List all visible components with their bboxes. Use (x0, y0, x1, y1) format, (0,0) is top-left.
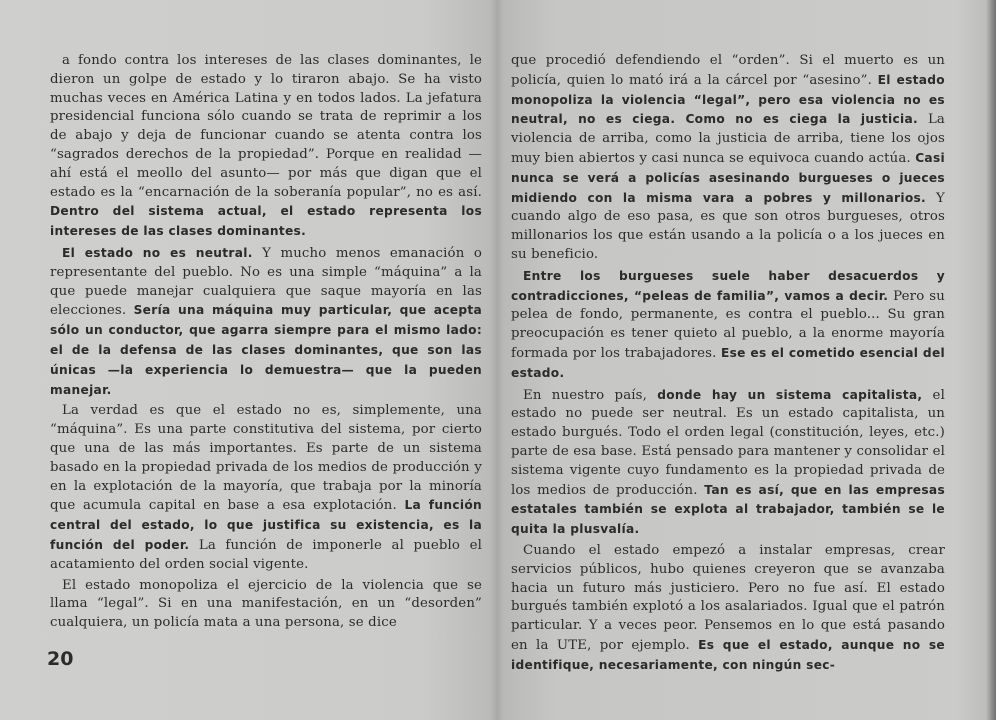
paragraph (511, 386, 945, 540)
paragraph (511, 52, 945, 265)
bold-text: La función central del estado, lo que justifica su existencia, es la función del poder. (50, 498, 483, 552)
bold-text: Tan es así, que en las empresas estatales también se explota al trabajador, también se le quita la plusvalía. (511, 482, 946, 537)
body-text: Pero su pelea de fondo, permanente, es contra el pueblo... Su gran preocupación es tener quieto al pueblo, a la enorme mayoría formada por los trabajadores. (511, 288, 945, 361)
body-text: Y mucho menos emanación o representante del pueblo. No es una simple “máquina” a la que puede manejar cualquiera que saque mayoría en las elecciones. (50, 245, 483, 319)
paragraph (50, 52, 482, 242)
paragraph (50, 244, 482, 400)
bold-text: Casi nunca se verá a policías asesinando burgueses o jueces midiendo con la misma vara a pobres y millonarios. (511, 150, 945, 205)
body-text: En nuestro país, (523, 387, 658, 403)
body-text: el estado no puede ser neutral. Es un estado capitalista, un estado burgués. Todo el orden legal (constitución, leyes, etc.) parte de esa base. Está pensado para mantener y consolidar el sistema vigente cuyo fundamento es la propiedad privada de los medios de producción. (511, 387, 945, 498)
body-text: La violencia de arriba, como la justicia de arriba, tiene los ojos muy bien abiertos y casi nunca se equivoca cuando actúa. (511, 112, 945, 166)
left-text-column (50, 52, 482, 633)
bold-text: El estado no es neutral. (62, 245, 253, 260)
bold-text: Es que el estado, aunque no se identifique, necesariamente, con ningún sec- (511, 637, 945, 672)
bold-text: donde hay un sistema capitalista, (657, 387, 923, 402)
bold-text: Dentro del sistema actual, el estado representa los intereses de las clases dominantes. (50, 204, 482, 239)
paragraph (511, 267, 945, 384)
book-gutter (490, 0, 504, 720)
body-text: que procedió defendiendo el “orden”. Si el muerto es un policía, quien lo mató irá a la cárcel por “asesino”. (511, 53, 945, 88)
right-text-column (511, 52, 945, 676)
body-text: Cuando el estado empezó a instalar empresas, crear servicios públicos, hubo quienes creyeron que se avanzaba hacia un futuro más justiciero. Pero no fue así. El estado burgués también explotó a los asalariados. Igual que el patrón particular. Y a veces peor. Pensemos en lo que está pasando en la UTE, por ejemplo. (511, 542, 945, 653)
body-text: La verdad es que el estado no es, simplemente, una “máquina”. Es una parte constitutiva del sistema, por cierto que una de las más importantes. Es parte de un sistema basado en la propiedad privada de los medios de producción y en la explotación de la mayoría, que trabaja por la minoría que acumula capital en base a esa explotación. (50, 403, 482, 514)
page-number: 20 (47, 648, 74, 670)
paragraph (50, 577, 482, 633)
body-text: La función de imponerle al pueblo el acatamiento del orden social vigente. (50, 537, 482, 572)
paragraph (511, 542, 945, 676)
paragraph (50, 402, 482, 574)
body-text: a fondo contra los intereses de las clases dominantes, le dieron un golpe de estado y lo tiraron abajo. Se ha visto muchas veces en América Latina y en todos lados. La jefatura presidencial funciona sólo cuando se trata de reprimir a los de abajo y deja de funcionar cuando se atenta contra los “sagrados derechos de la propiedad”. Porque en realidad —ahí está el meollo del asunto— por más que digan que el estado es la “encarnación de la soberanía popular”, no es así. (50, 53, 482, 200)
bold-text: Sería una máquina muy particular, que acepta sólo un conductor, que agarra siempre para el mismo lado: el de la defensa de las clases dominantes, que son las únicas —la experiencia lo demuestra— que la pueden manejar. (50, 303, 482, 397)
body-text: Y cuando algo de eso pasa, es que son otros burgueses, otros millonarios los que están usando a la policía o a los jueces en su beneficio. (511, 190, 945, 262)
bold-text: Entre los burgueses suele haber desacuerdos y contradicciones, “peleas de familia”, vamos a decir. (511, 268, 945, 303)
bold-text: El estado monopoliza la violencia “legal”, pero esa violencia no es neutral, no es ciega. Como no es ciega la justicia. (511, 72, 945, 127)
body-text: El estado monopoliza el ejercicio de la violencia que se llama “legal”. Si en una manifestación, en un “desorden” cualquiera, un policía mata a una persona, se dice (50, 577, 482, 631)
bold-text: Ese es el cometido esencial del estado. (511, 345, 946, 380)
